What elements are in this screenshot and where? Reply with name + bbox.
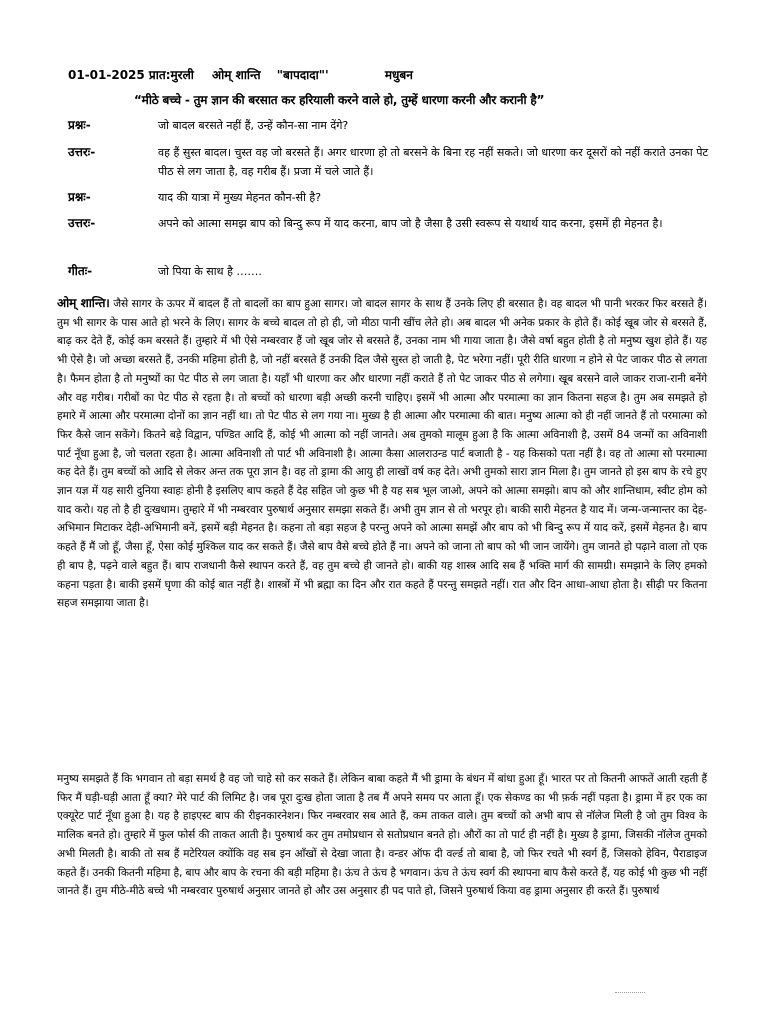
body-paragraph-1 [57, 294, 707, 613]
qa-label: प्रश्नः- [68, 118, 91, 132]
qa-label: गीतः- [68, 264, 93, 278]
qa-text: अपने को आत्मा समझ बाप को बिन्दु रूप में याद करना, बाप जो है जैसा है उसी स्वरूप से यथार्थ याद करना, इसमें ही मेहनत है। [158, 217, 663, 230]
header-speaker: "बापदादा"' [276, 68, 329, 82]
murli-header [68, 66, 413, 83]
qa-text: याद की यात्रा में मुख्य मेहनत कौन-सी है? [158, 191, 322, 204]
qa-label: प्रश्नः- [68, 190, 91, 204]
header-place: मधुबन [384, 68, 413, 82]
qa-text: जो बादल बरसते नहीं हैं, उन्हें कौन-सा नाम देंगे? [158, 119, 349, 132]
om-shanti-lead: ओम् शान्ति। [57, 296, 110, 310]
qa-text: जो पिया के साथ है ……. [158, 265, 262, 278]
slogan-heading: “मीठे बच्चे - तुम ज्ञान की बरसात कर हरियाली करने वाले हो, तुम्हें धारणा करनी और करानी है” [134, 93, 545, 107]
header-date: 01-01-2025 प्रात:मुरली [68, 68, 194, 82]
header-greeting: ओम् शान्ति [212, 68, 261, 82]
qa-label: उत्तरः- [68, 216, 96, 230]
qa-text: वह हैं सुस्त बादल। चुस्त वह जो बरसते हैं। अगर धारणा हो तो बरसने के बिना रह नहीं सकते। जो धारणा कर दूसरों को नहीं कराते उनका पेट पीठ से लग जाता है, वह गरीब हैं। प्रजा में चले जाते हैं। [158, 146, 708, 178]
scan-mark [615, 992, 645, 994]
paragraph-text: मनुष्य समझते हैं कि भगवान तो बड़ा समर्थ है वह जो चाहे सो कर सकते हैं। लेकिन बाबा कहते मैं भी ड्रामा के बंधन में बांधा हुआ हूँ। भारत पर तो कितनी आफतें आती रहती हैं फिर मैं घड़ी-घड़ी आता हूँ क्या? मेरे पार्ट की लिमिट है। जब पूरा दुःख होता जाता है तब मैं अपने समय पर आता हूँ। एक सेकण्ड का भी फ़र्क नहीं पड़ता है। ड्रामा में हर एक का एक्यूरेट पार्ट नूँधा हुआ है। यह है हाइएस्ट बाप की रीइनकारनेशन। फिर नम्बरवार सब आते हैं, कम ताकत वाले। तुम बच्चों को अभी बाप से नॉलेज मिली है जो तुम विश्व के मालिक बनते हो। तुम्हारे में फुल फोर्स की ताकत आती है। पुरुषार्थ कर तुम तमोप्रधान से सतोप्रधान बनते हो। औरों का तो पार्ट ही नहीं है। मुख्य है ड्रामा, जिसकी नॉलेज तुमको अभी मिलती है। बाकी तो सब हैं मटेरियल क्योंकि वह सब इन आँखों से देखा जाता है। वन्डर ऑफ दी वर्ल्ड तो बाबा है, जो फिर रचते भी स्वर्ग हैं, जिसको हेविन, पैराडाइज कहते हैं। उनकी कितनी महिमा है, बाप और बाप के रचना की बड़ी महिमा है। ऊंच ते ऊंच है भगवान। ऊंच ते ऊंच स्वर्ग की स्थापना बाप कैसे करते हैं, यह कोई भी कुछ भी नहीं जानते हैं। तुम मीठे-मीठे बच्चे भी नम्बरवार पुरुषार्थ अनुसार जानते हो और उस अनुसार ही पद पाते हो, जिसने पुरुषार्थ किया वह ड्रामा अनुसार ही करते हैं। पुरुषार्थ [57, 773, 708, 898]
qa-label: उत्तरः- [68, 145, 96, 159]
paragraph-text: जैसे सागर के ऊपर में बादल हैं तो बादलों का बाप हुआ सागर। जो बादल सागर के साथ हैं उनके लिए ही बरसात है। वह बादल भी पानी भरकर फिर बरसते हैं। तुम भी सागर के पास आते हो भरने के लिए। सागर के बच्चे बादल तो हो ही, जो मीठा पानी खींच लेते हो। अब बादल भी अनेक प्रकार के होते हैं। कोई खूब जोर से बरसते हैं, बाढ़ कर देते हैं, कोई कम बरसते हैं। तुम्हारे में भी ऐसे नम्बरवार हैं जो खूब जोर से बरसते हैं, उनका नाम भी गाया जाता है। जैसे वर्षा बहुत होती है तो मनुष्य खुश होते हैं। यह भी ऐसे है। जो अच्छा बरसते हैं, उनकी महिमा होती है, जो नहीं बरसते हैं उनकी दिल जैसे सुस्त हो जाती है, पेट भरेगा नहीं। पूरी रीति धारणा न होने से पेट जाकर पीठ से लगता है। फैमन होता है तो मनुष्यों का पेट पीठ से लग जाता है। यहाँ भी धारणा कर और धारणा नहीं कराते हैं तो पेट जाकर पीठ से लगेगा। खूब बरसने वाले जाकर राजा-रानी बनेंगे और वह गरीब। गरीबों का पेट पीठ से रहता है। तो बच्चों को धारणा बड़ी अच्छी करनी चाहिए। इसमें भी आत्मा और परमात्मा का ज्ञान कितना सहज है। तुम अब समझते हो हमारे में आत्मा और परमात्मा दोनों का ज्ञान नहीं था। तो पेट पीठ से लग गया ना। मुख्य है ही आत्मा और परमात्मा की बात। मनुष्य आत्मा को ही नहीं जानते हैं तो परमात्मा को फिर कैसे जान सकेंगे। कितने बड़े विद्वान, पण्डित आदि हैं, कोई भी आत्मा को नहीं जानते। अब तुमको मालूम हुआ है कि आत्मा अविनाशी है, उसमें 84 जन्मों का अविनाशी पार्ट नूँधा हुआ है, जो चलता रहता है। आत्मा अविनाशी तो पार्ट भी अविनाशी है। आत्मा कैसा आलराउन्ड पार्ट बजाती है - यह किसको पता नहीं है। वह तो आत्मा सो परमात्मा कह देते हैं। तुम बच्चों को आदि से लेकर अन्त तक पूरा ज्ञान है। वह तो ड्रामा की आयु ही लाखों वर्ष कह देते। अभी तुमको सारा ज्ञान मिला है। तुम जानते हो इस बाप के रचे हुए ज्ञान यज्ञ में यह सारी दुनिया स्वाहः होनी है इसलिए बाप कहते हैं देह सहित जो कुछ भी है यह सब भूल जाओ, अपने को आत्मा समझो। बाप को और शान्तिधाम, स्वीट होम को याद करो। यह तो है ही दुःखधाम। तुम्हारे में भी नम्बरवार पुरुषार्थ अनुसार समझा सकते हैं। अभी तुम ज्ञान से तो भरपूर हो। बाकी सारी मेहनत है याद में। जन्म-जन्मान्तर का देह-अभिमान मिटाकर देही-अभिमानी बनें, इसमें बड़ी मेहनत है। कहना तो बड़ा सहज है परन्तु अपने को आत्मा समझें और बाप को भी बिन्दु रूप में याद करें, इसमें मेहनत है। बाप कहते हैं मैं जो हूँ, जैसा हूँ, ऐसा कोई मुश्किल याद कर सकते हैं। जैसे बाप वैसे बच्चे होते हैं ना। अपने को जाना तो बाप को भी जान जायेंगे। तुम जानते हो पढ़ाने वाला तो एक ही बाप है, पढ़ने वाले बहुत हैं। बाप राजधानी कैसे स्थापन करते हैं, वह तुम बच्चे ही जानते हो। बाकी यह शास्त्र आदि सब हैं भक्ति मार्ग की सामग्री। समझाने के लिए हमको कहना पड़ता है। बाकी इसमें घृणा की कोई बात नहीं है। शास्त्रों में भी ब्रह्मा का दिन और रात कहते हैं परन्तु समझते नहीं। रात और दिन आधा-आधा होता है। सीढ़ी पर कितना सहज समझाया जाता है। [57, 298, 708, 610]
body-paragraph-2 [57, 770, 707, 901]
